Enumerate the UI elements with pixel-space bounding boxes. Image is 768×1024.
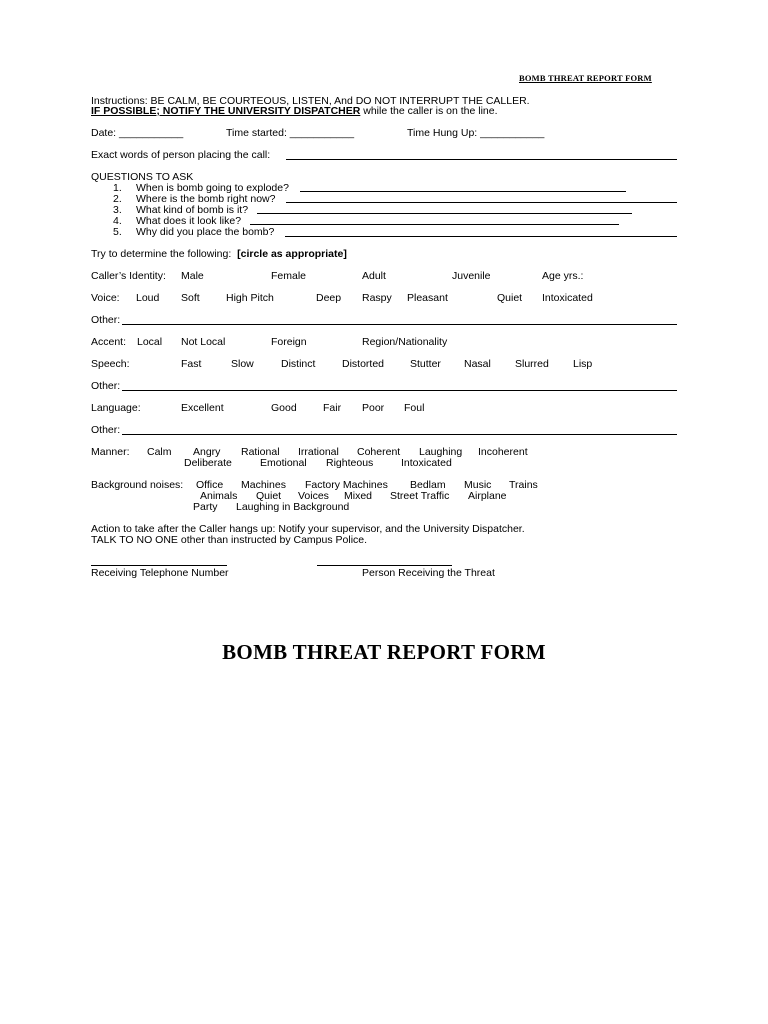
- other-label: Other:: [91, 424, 121, 436]
- option-local[interactable]: Local: [137, 336, 163, 348]
- question-text: When is bomb going to explode?: [136, 182, 289, 194]
- option-factory-machines[interactable]: Factory Machines: [305, 479, 388, 491]
- option-nasal[interactable]: Nasal: [464, 358, 491, 370]
- background-noises-label: Background noises:: [91, 479, 184, 491]
- option-fair[interactable]: Fair: [323, 402, 342, 414]
- option-soft[interactable]: Soft: [181, 292, 200, 304]
- option-rational[interactable]: Rational: [241, 446, 280, 458]
- person-receiving-threat-label: Person Receiving the Threat: [362, 567, 495, 579]
- option-angry[interactable]: Angry: [193, 446, 221, 458]
- question-text: Where is the bomb right now?: [136, 193, 276, 205]
- question-number: 4.: [113, 215, 122, 227]
- other-line: [122, 390, 677, 391]
- document-title: BOMB THREAT REPORT FORM: [222, 640, 546, 664]
- determine-emphasis: [circle as appropriate]: [237, 248, 347, 260]
- option-deliberate[interactable]: Deliberate: [184, 457, 232, 469]
- determine-text: Try to determine the following:: [91, 248, 232, 260]
- option-trains[interactable]: Trains: [509, 479, 538, 491]
- voice-label: Voice:: [91, 292, 120, 304]
- question-text: What does it look like?: [136, 215, 242, 227]
- option-music[interactable]: Music: [464, 479, 492, 491]
- time-hung-up-field: Time Hung Up: ___________: [407, 127, 545, 139]
- option-region-nationality[interactable]: Region/Nationality: [362, 336, 448, 348]
- option-party[interactable]: Party: [193, 501, 218, 513]
- option-bedlam[interactable]: Bedlam: [410, 479, 446, 491]
- option-loud[interactable]: Loud: [136, 292, 160, 304]
- option-male[interactable]: Male: [181, 270, 204, 282]
- option-foreign[interactable]: Foreign: [271, 336, 307, 348]
- telephone-number-signature-line: [91, 565, 227, 566]
- speech-label: Speech:: [91, 358, 130, 370]
- answer-line: [285, 236, 677, 237]
- other-label: Other:: [91, 314, 121, 326]
- option-fast[interactable]: Fast: [181, 358, 202, 370]
- option-righteous[interactable]: Righteous: [326, 457, 374, 469]
- other-label: Other:: [91, 380, 121, 392]
- option-mixed[interactable]: Mixed: [344, 490, 373, 502]
- option-age[interactable]: Age yrs.:: [542, 270, 584, 282]
- question-number: 5.: [113, 226, 122, 238]
- option-adult[interactable]: Adult: [362, 270, 386, 282]
- option-quiet[interactable]: Quiet: [256, 490, 282, 502]
- option-laughing-in-background[interactable]: Laughing in Background: [236, 501, 350, 513]
- option-high-pitch[interactable]: High Pitch: [226, 292, 274, 304]
- option-intoxicated[interactable]: Intoxicated: [401, 457, 452, 469]
- option-pleasant[interactable]: Pleasant: [407, 292, 448, 304]
- determine-instruction: [91, 248, 347, 260]
- option-juvenile[interactable]: Juvenile: [452, 270, 491, 282]
- option-distinct[interactable]: Distinct: [281, 358, 316, 370]
- answer-line: [286, 202, 677, 203]
- date-field: Date: ___________: [91, 127, 184, 139]
- option-deep[interactable]: Deep: [316, 292, 342, 304]
- option-airplane[interactable]: Airplane: [468, 490, 507, 502]
- receiving-telephone-number-label: Receiving Telephone Number: [91, 567, 229, 579]
- answer-line: [250, 224, 619, 225]
- question-text: What kind of bomb is it?: [136, 204, 249, 216]
- option-laughing[interactable]: Laughing: [419, 446, 463, 458]
- option-irrational[interactable]: Irrational: [298, 446, 339, 458]
- option-not-local[interactable]: Not Local: [181, 336, 226, 348]
- action-instruction: Action to take after the Caller hangs up: Notify your supervisor, and the University Dispatcher.: [91, 523, 525, 535]
- person-receiving-signature-line: [317, 565, 452, 566]
- other-line: [122, 324, 677, 325]
- option-excellent[interactable]: Excellent: [181, 402, 224, 414]
- option-incoherent[interactable]: Incoherent: [478, 446, 528, 458]
- dispatcher-notice-rest: while the caller is on the line.: [360, 105, 498, 117]
- answer-line: [300, 191, 626, 192]
- option-slow[interactable]: Slow: [231, 358, 254, 370]
- talk-to-no-one-notice: TALK TO NO ONE other than instructed by Campus Police.: [91, 534, 368, 546]
- option-office[interactable]: Office: [196, 479, 224, 491]
- question-text: Why did you place the bomb?: [136, 226, 275, 238]
- option-lisp[interactable]: Lisp: [573, 358, 593, 370]
- option-street-traffic[interactable]: Street Traffic: [390, 490, 450, 502]
- dispatcher-notice: [91, 105, 498, 117]
- option-poor[interactable]: Poor: [362, 402, 385, 414]
- option-animals[interactable]: Animals: [200, 490, 238, 502]
- option-intoxicated[interactable]: Intoxicated: [542, 292, 593, 304]
- language-label: Language:: [91, 402, 141, 414]
- option-calm[interactable]: Calm: [147, 446, 172, 458]
- option-raspy[interactable]: Raspy: [362, 292, 392, 304]
- option-distorted[interactable]: Distorted: [342, 358, 385, 370]
- exact-words-line: [286, 159, 677, 160]
- option-good[interactable]: Good: [271, 402, 297, 414]
- option-stutter[interactable]: Stutter: [410, 358, 441, 370]
- caller-identity-label: Caller’s Identity:: [91, 270, 166, 282]
- option-voices[interactable]: Voices: [298, 490, 329, 502]
- question-number: 3.: [113, 204, 122, 216]
- question-number: 1.: [113, 182, 122, 194]
- option-quiet[interactable]: Quiet: [497, 292, 523, 304]
- option-foul[interactable]: Foul: [404, 402, 425, 414]
- option-machines[interactable]: Machines: [241, 479, 286, 491]
- dispatcher-notice-emphasis: IF POSSIBLE; NOTIFY THE UNIVERSITY DISPATCHER: [91, 105, 361, 117]
- other-line: [122, 434, 677, 435]
- option-female[interactable]: Female: [271, 270, 307, 282]
- exact-words-label: Exact words of person placing the call:: [91, 149, 271, 161]
- question-number: 2.: [113, 193, 122, 205]
- form-header-title: BOMB THREAT REPORT FORM: [519, 73, 652, 83]
- option-slurred[interactable]: Slurred: [515, 358, 549, 370]
- accent-label: Accent:: [91, 336, 127, 348]
- manner-label: Manner:: [91, 446, 130, 458]
- option-emotional[interactable]: Emotional: [260, 457, 307, 469]
- option-coherent[interactable]: Coherent: [357, 446, 401, 458]
- answer-line: [257, 213, 632, 214]
- time-started-field: Time started: ___________: [226, 127, 355, 139]
- instructions-line: Instructions: BE CALM, BE COURTEOUS, LISTEN, And DO NOT INTERRUPT THE CALLER.: [91, 95, 530, 107]
- questions-heading: QUESTIONS TO ASK: [91, 171, 194, 183]
